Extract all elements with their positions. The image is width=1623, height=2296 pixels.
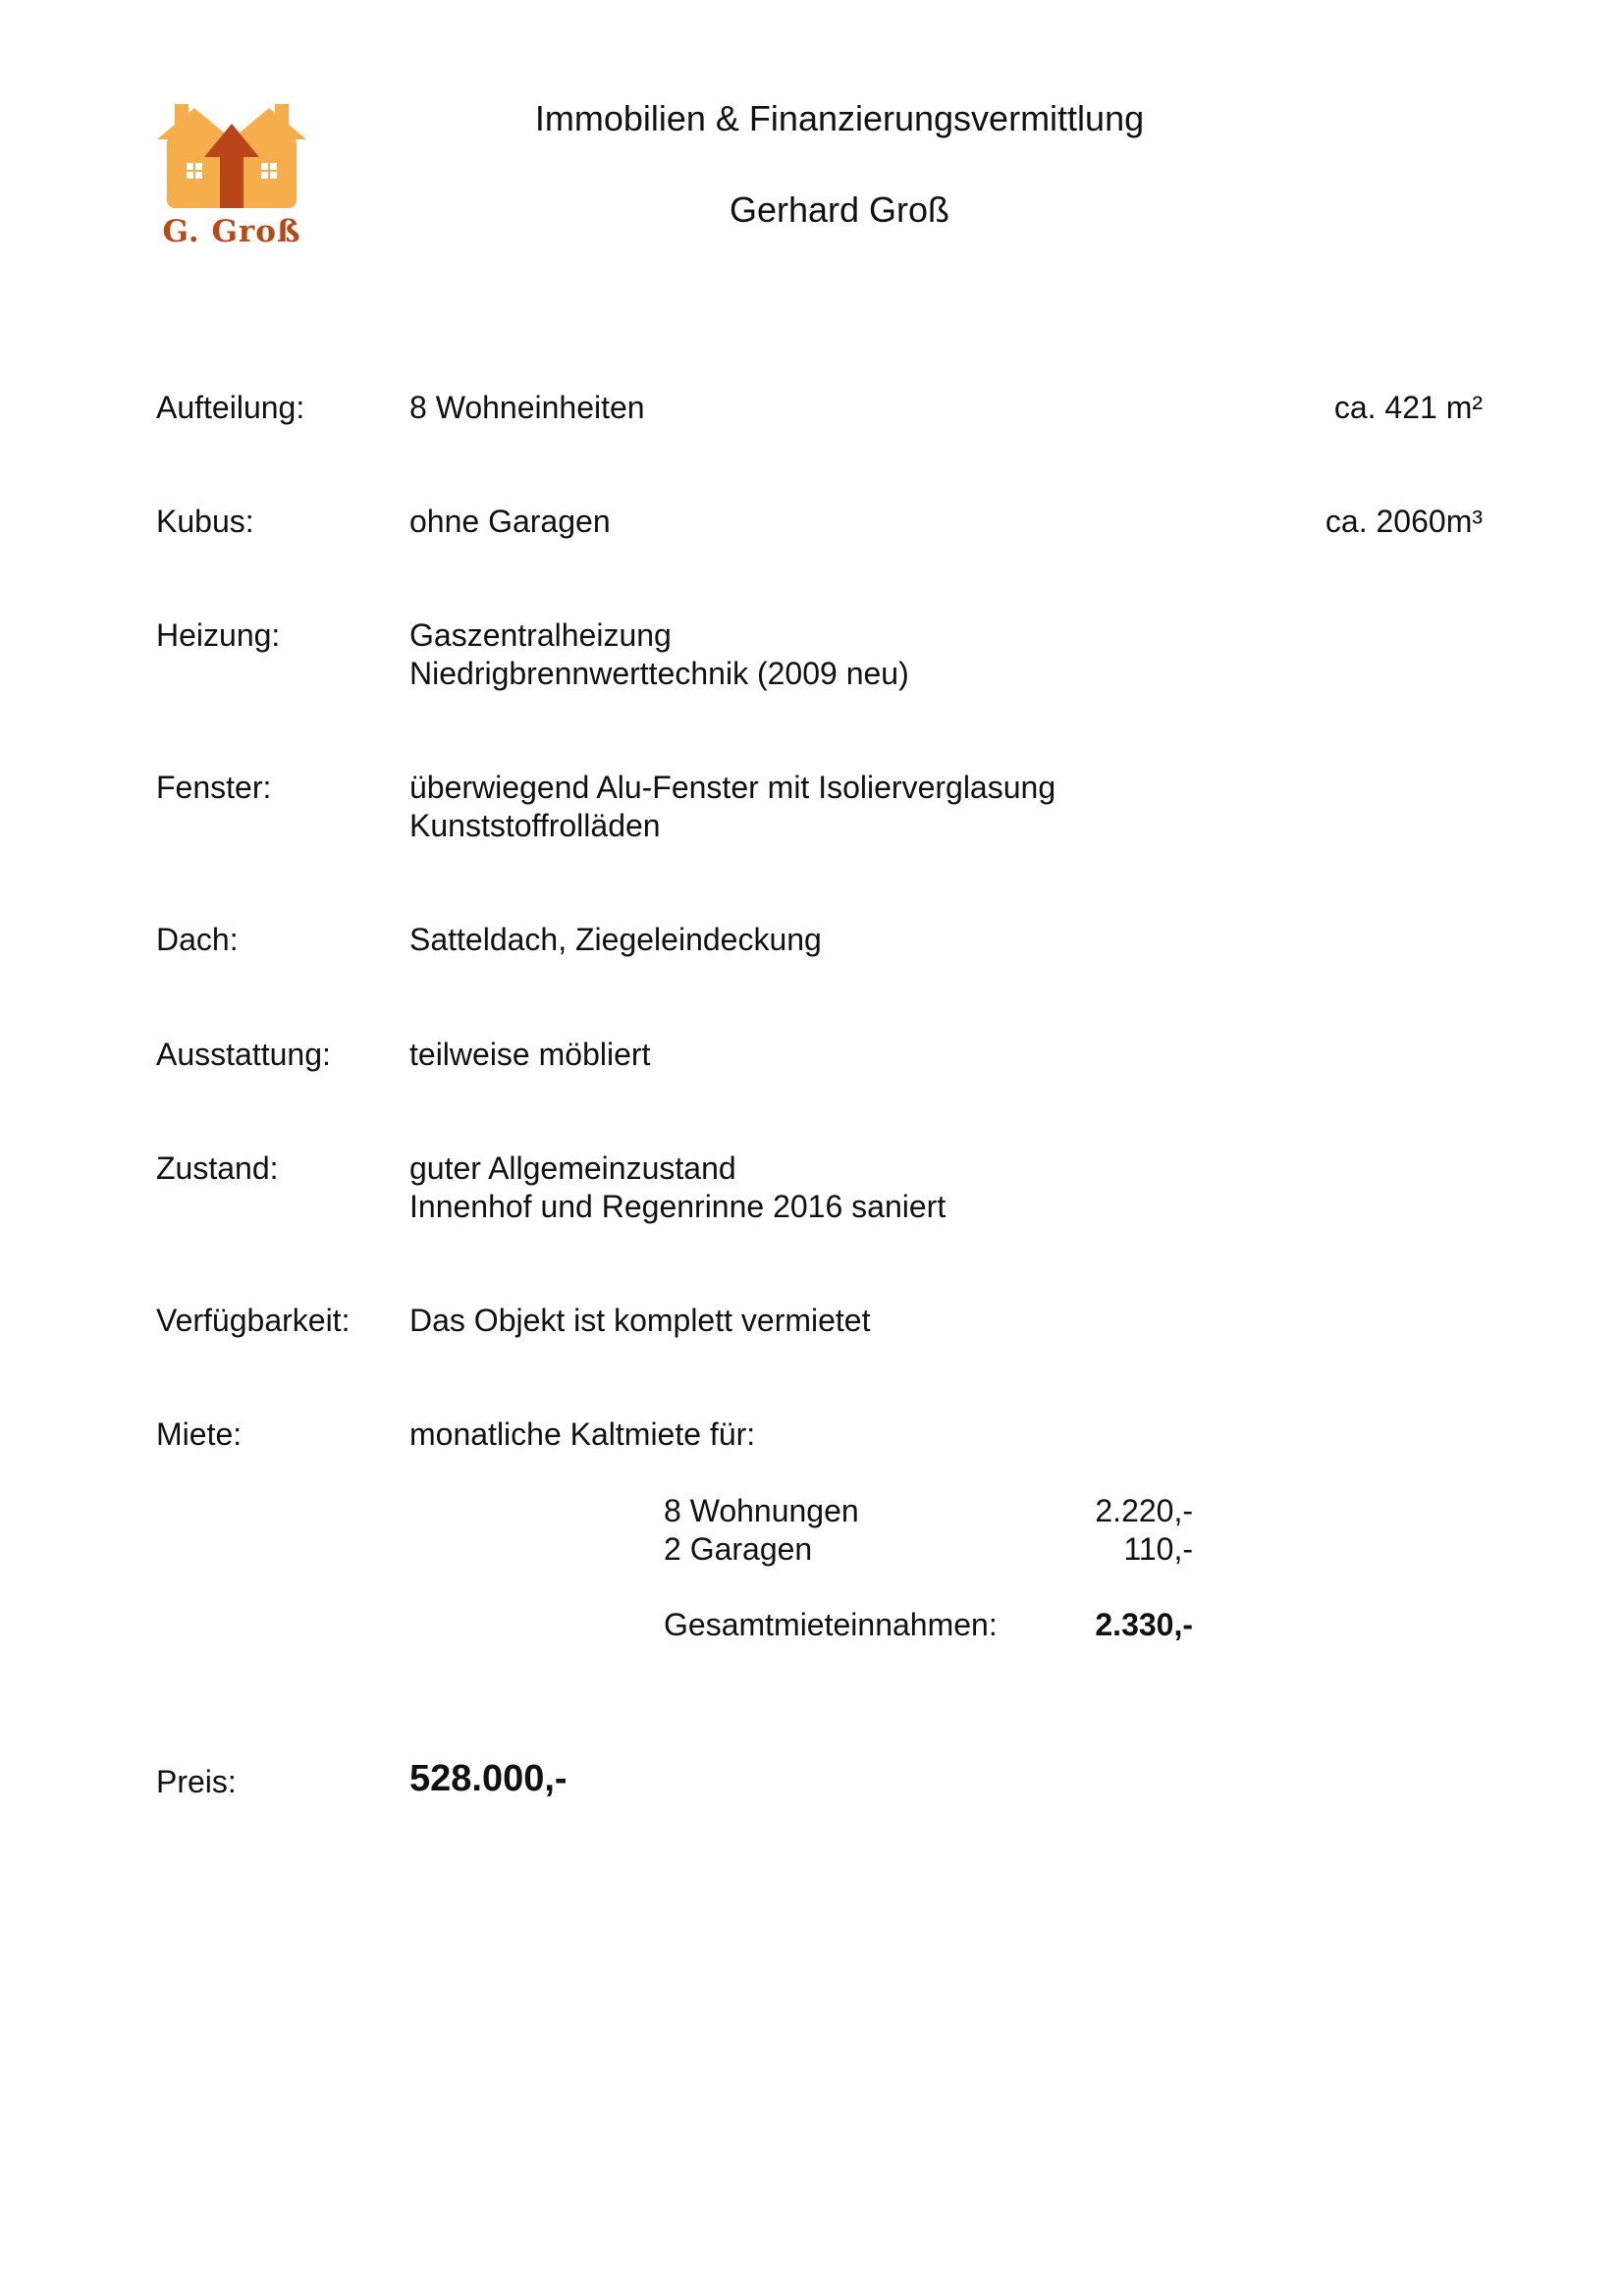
rent-item-garagen: 2 Garagen <box>664 1531 813 1567</box>
value-miete: monatliche Kaltmiete für: <box>409 1416 756 1452</box>
label-miete: Miete: <box>156 1416 243 1452</box>
label-fenster: Fenster: <box>156 770 272 805</box>
value-aufteilung: 8 Wohneinheiten <box>409 390 645 425</box>
rent-item-wohnungen: 8 Wohnungen <box>664 1493 859 1528</box>
value-preis: 528.000,- <box>409 1758 568 1799</box>
house-arrow-icon <box>157 98 306 220</box>
label-heizung: Heizung: <box>156 617 281 653</box>
value-ausstattung: teilweise möbliert <box>409 1037 651 1072</box>
label-kubus: Kubus: <box>156 504 254 539</box>
value-zustand-line-2: Innenhof und Regenrinne 2016 saniert <box>409 1189 947 1224</box>
measure-area: ca. 421 m² <box>1333 390 1483 425</box>
rent-amount-wohnungen: 2.220,- <box>1095 1493 1193 1528</box>
label-dach: Dach: <box>156 922 239 957</box>
label-ausstattung: Ausstattung: <box>156 1037 331 1072</box>
label-zustand: Zustand: <box>156 1150 279 1186</box>
value-dach: Satteldach, Ziegeleindeckung <box>409 922 822 957</box>
value-fenster-line-1: überwiegend Alu-Fenster mit Isolierverglasung <box>409 770 1056 805</box>
label-preis: Preis: <box>156 1764 237 1799</box>
logo-text: G. Groß <box>162 214 301 249</box>
rent-total-amount: 2.330,- <box>1095 1607 1193 1642</box>
rent-amount-garagen: 110,- <box>1123 1531 1193 1567</box>
label-verfuegbarkeit: Verfügbarkeit: <box>156 1303 351 1338</box>
agent-name: Gerhard Groß <box>729 189 950 230</box>
label-aufteilung: Aufteilung: <box>156 390 305 425</box>
rent-total-label: Gesamtmieteinnahmen: <box>664 1607 998 1642</box>
company-logo <box>157 98 306 253</box>
value-zustand-line-1: guter Allgemeinzustand <box>409 1150 736 1186</box>
company-title: Immobilien & Finanzierungsvermittlung <box>534 98 1145 138</box>
value-fenster-line-2: Kunststoffrolläden <box>409 808 661 843</box>
value-verfuegbarkeit: Das Objekt ist komplett vermietet <box>409 1303 871 1338</box>
value-heizung-line-2: Niedrigbrennwerttechnik (2009 neu) <box>409 656 909 691</box>
value-heizung-line-1: Gaszentralheizung <box>409 617 672 653</box>
measure-volume: ca. 2060m³ <box>1325 504 1483 539</box>
value-kubus: ohne Garagen <box>409 504 611 539</box>
